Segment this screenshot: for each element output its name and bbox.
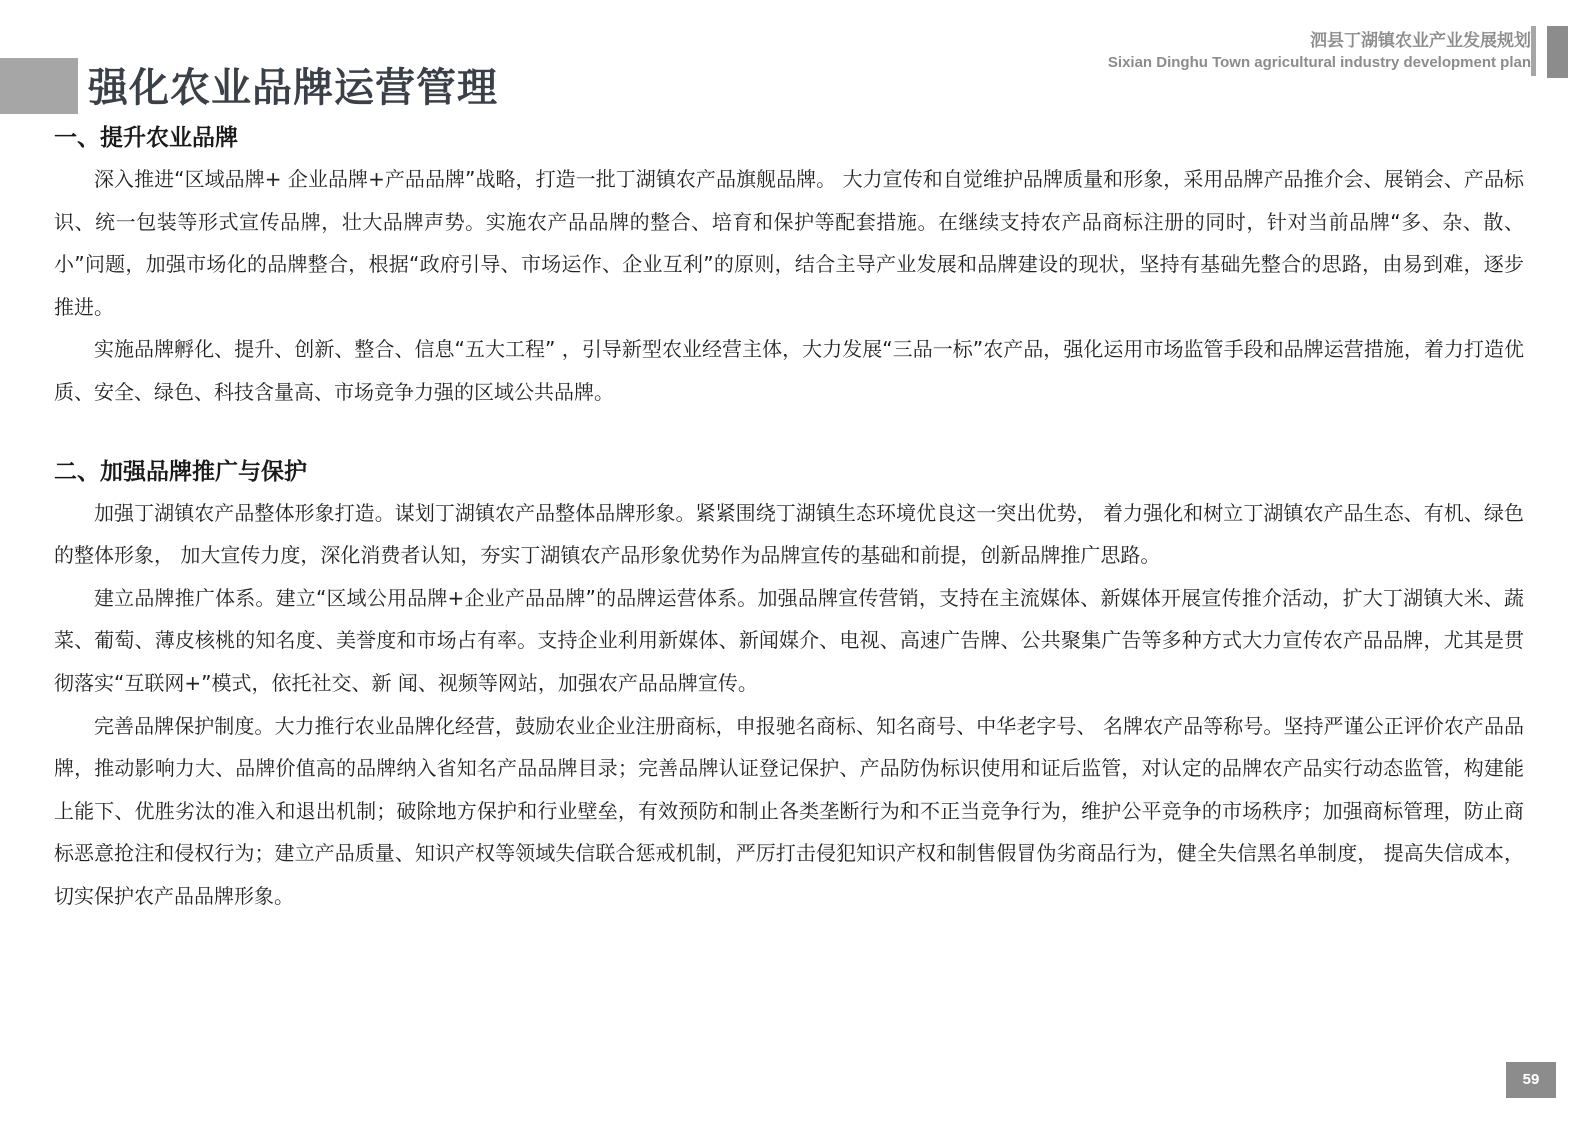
document-title-en: Sixian Dinghu Town agricultural industry development plan xyxy=(1107,54,1531,71)
document-title-cn: 泗县丁湖镇农业产业发展规划 xyxy=(1310,31,1531,51)
paragraph: 建立品牌推广体系。建立“区域公用品牌+企业产品品牌”的品牌运营体系。加强品牌宣传营销，支持在主流媒体、新媒体开展宣传推介活动，扩大丁湖镇大米、蔬菜、葡萄、薄皮核桃的知名度、美誉度和市场占有率。支持企业利用新媒体、新闻媒介、电视、高速广告牌、公共聚集广告等多种方式大力宣传农产品品牌，尤其是贯彻落实“互联网+”模式，依托社交、新 闻、视频等网站，加强农产品品牌宣传。 xyxy=(54,585,1524,695)
paragraph: 完善品牌保护制度。大力推行农业品牌化经营，鼓励农业企业注册商标，申报驰名商标、知名商号、中华老字号、 名牌农产品等称号。坚持严谨公正评价农产品品牌，推动影响力大、品牌价值高的品牌纳入省知名产品品牌目录；完善品牌认证登记保护、产品防伪标识使用和证后监管，对认定的品牌农产品实行动态监管，构建能上能下、优胜劣汰的准入和退出机制；破除地方保护和行业壁垒，有效预防和制止各类垄断行为和不正当竞争行为，维护公平竞争的市场秩序；加强商标管理，防止商标恶意抢注和侵权行为；建立产品质量、知识产权等领域失信联合惩戒机制，严厉打击侵犯知识产权和制售假冒伪劣商品行为，健全失信黑名单制度， 提高失信成本，切实保护农产品品牌形象。 xyxy=(54,713,1524,908)
section-heading: 一、提升农业品牌 xyxy=(54,125,238,151)
corner-accent-block xyxy=(1547,26,1568,78)
page-title: 强化农业品牌运营管理 xyxy=(88,65,498,111)
document-header xyxy=(1108,30,1531,74)
section-heading: 二、加强品牌推广与保护 xyxy=(54,458,307,485)
header-divider xyxy=(1531,26,1536,76)
page-number: 59 xyxy=(1506,1062,1556,1098)
paragraph: 实施品牌孵化、提升、创新、整合、信息“五大工程” ，引导新型农业经营主体，大力发展“三品一标”农产品，强化运用市场监管手段和品牌运营措施，着力打造优质、安全、绿色、科技含量高、市场竞争力强的区域公共品牌。 xyxy=(54,337,1524,404)
main-content xyxy=(54,118,1524,918)
title-accent-block xyxy=(0,58,78,114)
paragraph: 加强丁湖镇农产品整体形象打造。谋划丁湖镇农产品整体品牌形象。紧紧围绕丁湖镇生态环境优良这一突出优势， 着力强化和树立丁湖镇农产品生态、有机、绿色的整体形象， 加大宣传力度，深化消费者认知，夯实丁湖镇农产品形象优势作为品牌宣传的基础和前提，创新品牌推广思路。 xyxy=(54,500,1524,568)
section-spacer xyxy=(54,414,1524,452)
section-brand-upgrade xyxy=(54,118,1524,414)
paragraph: 深入推进“区域品牌+ 企业品牌+产品品牌”战略，打造一批丁湖镇农产品旗舰品牌。 大力宣传和自觉维护品牌质量和形象，采用品牌产品推介会、展销会、产品标识、统一包装等形式宣传品牌，壮大品牌声势。实施农产品品牌的整合、培育和保护等配套措施。在继续支持农产品商标注册的同时，针对当前品牌“多、杂、散、小”问题，加强市场化的品牌整合，根据“政府引导、市场运作、企业互利”的原则，结合主导产业发展和品牌建设的现状，坚持有基础先整合的思路，由易到难，逐步推进。 xyxy=(54,167,1524,319)
section-brand-promotion xyxy=(54,452,1524,918)
